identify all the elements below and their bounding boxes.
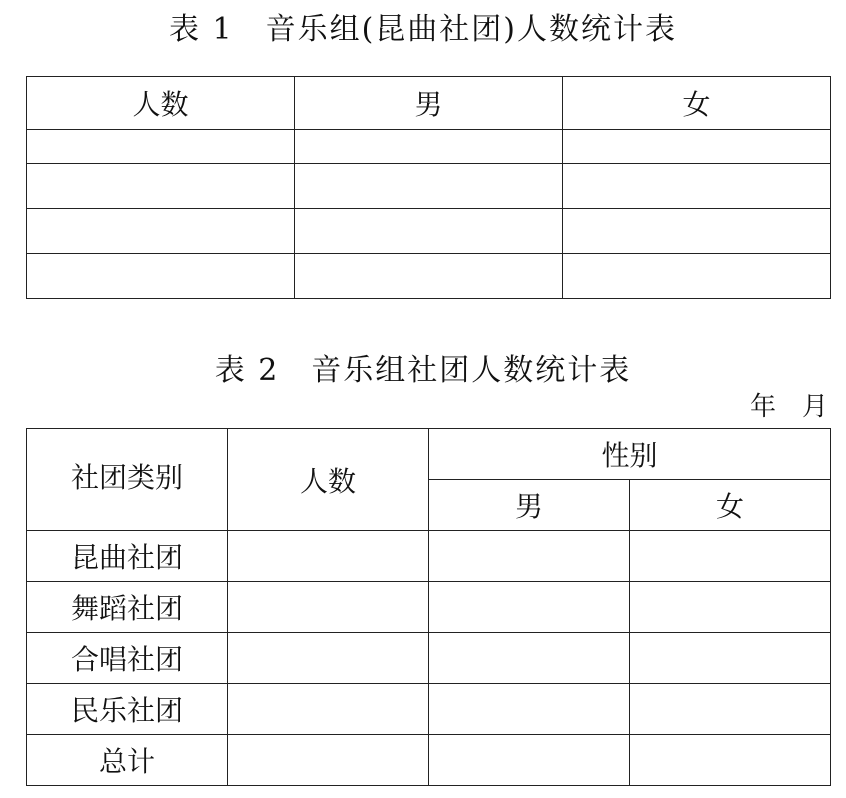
header-count: [228, 429, 429, 531]
table2-title: 表 2 音乐组社团人数统计表: [214, 353, 632, 388]
header-club-category-label: 社团类别: [70, 460, 183, 494]
male-cell[interactable]: [429, 633, 630, 684]
count-cell[interactable]: [228, 582, 429, 633]
table-cell[interactable]: [27, 130, 295, 164]
table-cell[interactable]: [563, 254, 831, 299]
count-cell[interactable]: [228, 735, 429, 786]
table-row: [27, 582, 831, 633]
total-label-cell: 总计: [27, 735, 228, 786]
table-cell[interactable]: [27, 164, 295, 209]
music-club-count-table: [26, 428, 831, 786]
date-label: 年 月: [749, 392, 828, 422]
female-cell[interactable]: [630, 633, 831, 684]
female-cell[interactable]: [630, 582, 831, 633]
table-row: [27, 164, 831, 209]
male-cell[interactable]: [429, 684, 630, 735]
table-row: [27, 130, 831, 164]
table1-title: 表 1 音乐组(昆曲社团)人数统计表: [168, 12, 678, 47]
table-header-row: [27, 77, 831, 130]
table-cell[interactable]: [27, 254, 295, 299]
table-row: [27, 633, 831, 684]
count-cell[interactable]: [228, 531, 429, 582]
table-cell[interactable]: [563, 209, 831, 254]
table-row: [27, 684, 831, 735]
header-count: 人数: [27, 77, 295, 130]
header-gender: 性别: [429, 429, 831, 480]
table-row: [27, 254, 831, 299]
header-count-label: 人数: [299, 464, 356, 498]
table-row-total: [27, 735, 831, 786]
female-cell[interactable]: [630, 531, 831, 582]
count-cell[interactable]: [228, 684, 429, 735]
female-cell[interactable]: [630, 684, 831, 735]
table-cell[interactable]: [563, 164, 831, 209]
header-club-category: [27, 429, 228, 531]
table-header-row: [27, 429, 831, 480]
table-row: [27, 209, 831, 254]
table-cell[interactable]: [563, 130, 831, 164]
count-cell[interactable]: [228, 633, 429, 684]
table-cell[interactable]: [27, 209, 295, 254]
music-club-kunqu-count-table: [26, 76, 831, 299]
table-cell[interactable]: [295, 254, 563, 299]
club-category-cell: 合唱社团: [27, 633, 228, 684]
male-cell[interactable]: [429, 582, 630, 633]
club-category-cell: 昆曲社团: [27, 531, 228, 582]
club-category-cell: 舞蹈社团: [27, 582, 228, 633]
header-male: 男: [429, 480, 630, 531]
header-male: 男: [295, 77, 563, 130]
table-cell[interactable]: [295, 209, 563, 254]
female-cell[interactable]: [630, 735, 831, 786]
male-cell[interactable]: [429, 735, 630, 786]
table-cell[interactable]: [295, 164, 563, 209]
header-female: 女: [630, 480, 831, 531]
club-category-cell: 民乐社团: [27, 684, 228, 735]
table-row: [27, 531, 831, 582]
header-female: 女: [563, 77, 831, 130]
male-cell[interactable]: [429, 531, 630, 582]
table-cell[interactable]: [295, 130, 563, 164]
